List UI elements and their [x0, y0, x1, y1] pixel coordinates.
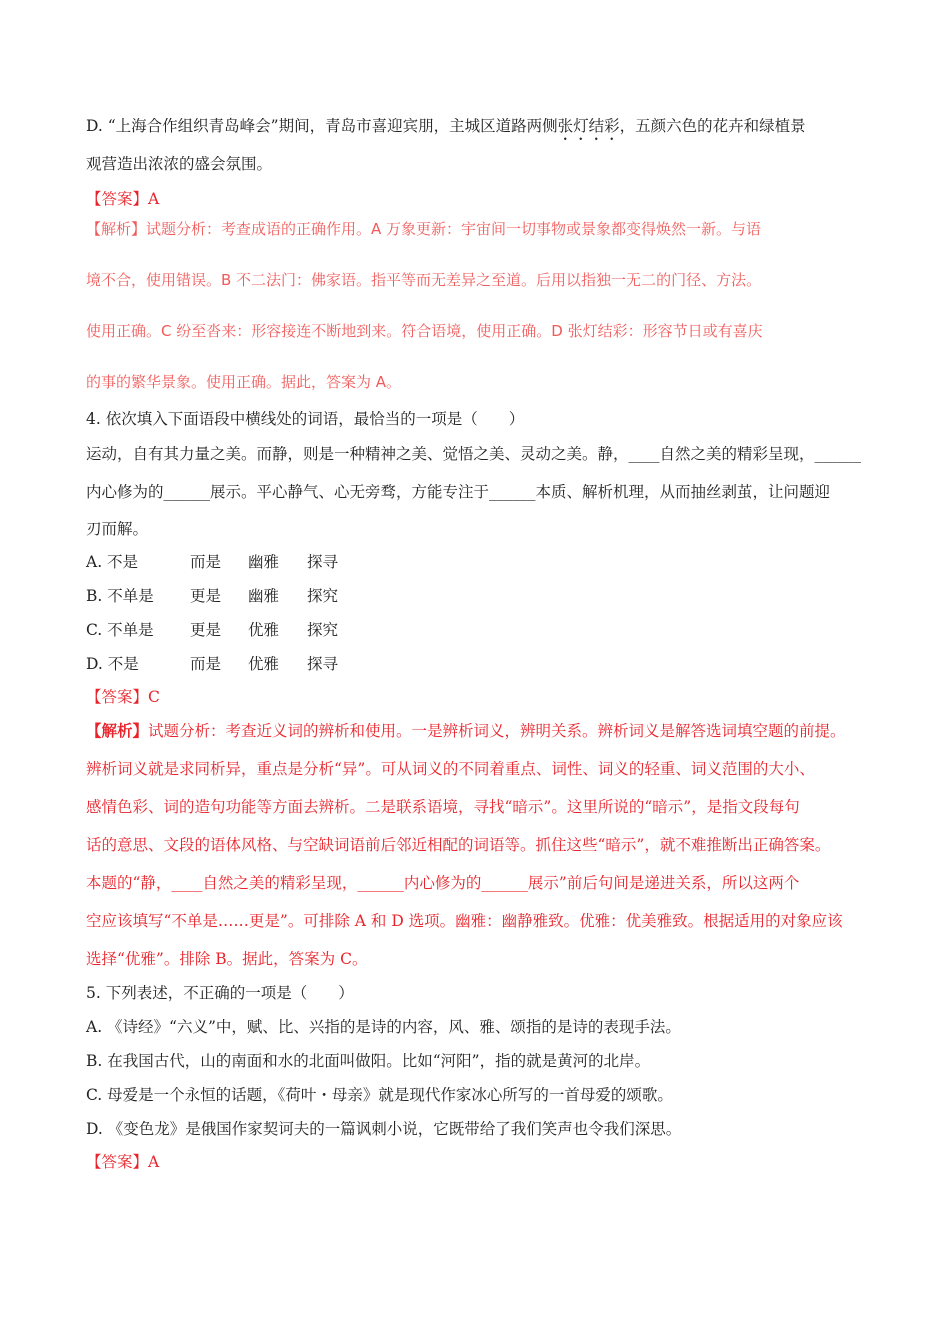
q3-answer: 【答案】A	[86, 190, 160, 208]
q3-option-d-line1: D. “上海合作组织青岛峰会”期间，青岛市喜迎宾朋，主城区道路两侧张灯结彩，五颜六色的花卉和绿植景	[86, 117, 806, 135]
q5-option-d: D. 《变色龙》是俄国作家契诃夫的一篇讽刺小说，它既带给了我们笑声也令我们深思。	[86, 1120, 682, 1138]
q4-option-c: C. 不单是 更是 优雅 探究	[86, 621, 339, 639]
q3-option-d-line2: 观营造出浓浓的盛会氛围。	[86, 155, 273, 173]
q5-answer: 【答案】A	[86, 1153, 160, 1171]
q4-explanation-line: 空应该填写“不单是……更是”。可排除 A 和 D 选项。幽雅：幽静雅致。优雅：优美雅致。根据适用的对象应该	[86, 912, 843, 930]
q4-stem: 4. 依次填入下面语段中横线处的词语，最恰当的一项是（ ）	[86, 410, 525, 428]
q4-explanation-line: 【解析】试题分析：考查近义词的辨析和使用。一是辨析词义，辨明关系。辨析词义是解答选词填空题的前提。	[86, 721, 846, 740]
q4-passage-line: 内心修为的______展示。平心静气、心无旁骛，方能专注于______本质、解析机理，从而抽丝剥茧，让问题迎	[86, 483, 831, 501]
q4-explanation-line: 本题的“静，____自然之美的精彩呈现，______内心修为的______展示”前后句间是递进关系，所以这两个	[86, 874, 800, 892]
emphasized-idiom: 张灯结彩	[557, 117, 620, 135]
q4-explanation-line: 话的意思、文段的语体风格、与空缺词语前后邻近相配的词语等。抓住这些“暗示”，就不难推断出正确答案。	[86, 836, 831, 854]
q4-explanation-line: 感情色彩、词的造句功能等方面去辨析。二是联系语境，寻找“暗示”。这里所说的“暗示”，是指文段每句	[86, 798, 800, 816]
q3-explanation-line: 境不合，使用错误。B 不二法门：佛家语。指平等而无差异之至道。后用以指独一无二的门径、方法。	[86, 271, 762, 289]
q4-passage-line: 运动，自有其力量之美。而静，则是一种精神之美、觉悟之美、灵动之美。静，____自然之美的精彩呈现，______	[86, 445, 862, 463]
q5-option-c: C. 母爱是一个永恒的话题，《荷叶・母亲》就是现代作家冰心所写的一首母爱的颂歌。	[86, 1086, 673, 1104]
q3-explanation-line: 【解析】试题分析：考查成语的正确作用。A 万象更新：宇宙间一切事物或景象都变得焕然一新。与语	[86, 220, 762, 238]
q4-answer: 【答案】C	[86, 688, 160, 706]
q4-passage-line: 刃而解。	[86, 520, 149, 538]
q4-option-d: D. 不是 而是 优雅 探寻	[86, 655, 339, 673]
q5-option-a: A. 《诗经》“六义”中，赋、比、兴指的是诗的内容，风、雅、颂指的是诗的表现手法。	[86, 1018, 681, 1036]
q4-explanation-line: 选择“优雅”。排除 B。据此，答案为 C。	[86, 950, 368, 968]
q3-explanation-line: 使用正确。C 纷至沓来：形容接连不断地到来。符合语境，使用正确。D 张灯结彩：形容节日或有喜庆	[86, 322, 763, 340]
q4-explanation-line: 辨析词义就是求同析异，重点是分析“异”。可从词义的不同着重点、词性、词义的轻重、词义范围的大小、	[86, 760, 815, 778]
q4-option-b: B. 不单是 更是 幽雅 探究	[86, 587, 339, 605]
q3-explanation-line: 的事的繁华景象。使用正确。据此，答案为 A。	[86, 373, 402, 391]
q5-option-b: B. 在我国古代，山的南面和水的北面叫做阳。比如“河阳”，指的就是黄河的北岸。	[86, 1052, 651, 1070]
q5-stem: 5. 下列表述，不正确的一项是（ ）	[86, 984, 354, 1002]
q4-option-a: A. 不是 而是 幽雅 探寻	[86, 553, 339, 571]
